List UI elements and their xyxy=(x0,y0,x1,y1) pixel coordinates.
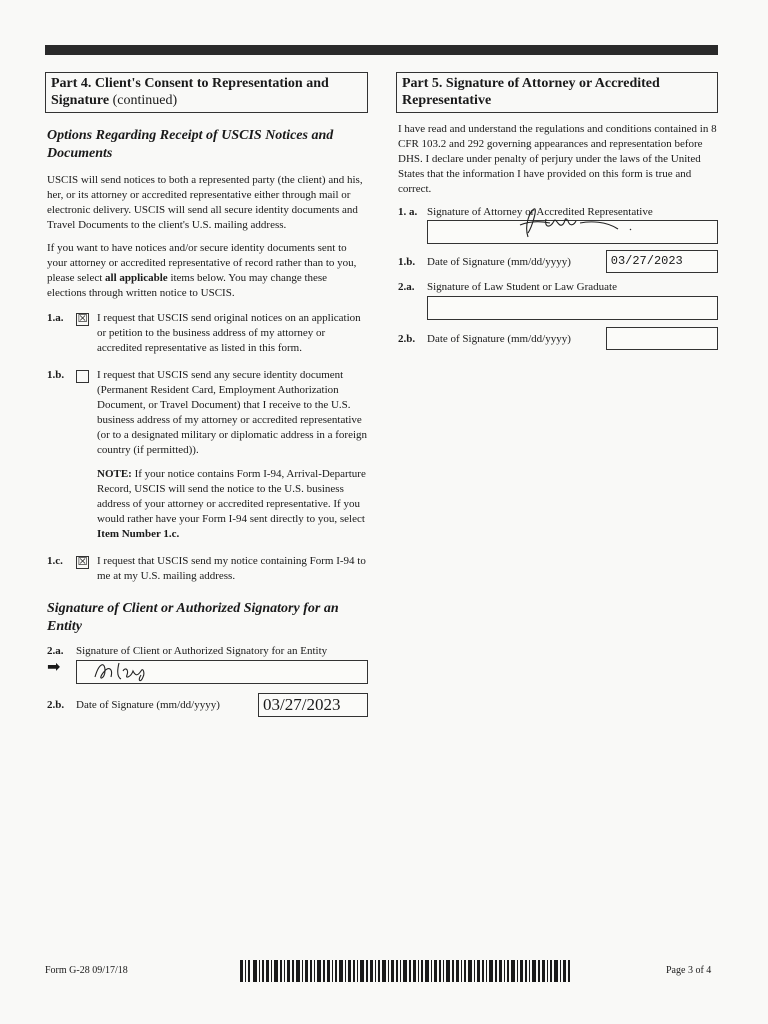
options-paragraph-2-b: items below. You may change these elections through written notice to USCIS. xyxy=(47,272,328,299)
attorney-handwritten-signature xyxy=(510,203,650,241)
item-1a-text: I request that USCIS send original notices on an application or petition to the business address of my attorney or accredited representative as listed in this form. xyxy=(97,312,361,354)
student-date-label: Date of Signature (mm/dd/yyyy) xyxy=(427,332,571,345)
attorney-signature-field-row xyxy=(396,220,718,244)
part5-column xyxy=(396,72,718,350)
student-signature-label: Signature of Law Student or Law Graduate xyxy=(427,281,617,293)
note-text: If your notice contains Form I-94, Arrival-Departure Record, USCIS will send the notice to the U.S. business address of your attorney or accredited representative. If you would rather have your Form I-94 sent directly to you, select xyxy=(97,468,366,525)
item-1b-number: 1.b. xyxy=(47,369,65,381)
attorney-signature-label: Signature of Attorney or Accredited Representative xyxy=(427,206,653,218)
attorney-date-label: Date of Signature (mm/dd/yyyy) xyxy=(427,255,571,268)
student-date-number: 2.b. xyxy=(398,332,416,345)
client-signature-field-row xyxy=(45,657,368,684)
barcode xyxy=(240,960,570,982)
item-1b-checkbox[interactable] xyxy=(76,370,89,383)
attorney-signature-number: 1. a. xyxy=(398,206,418,218)
attorney-date-number: 1.b. xyxy=(398,255,416,268)
item-1a xyxy=(45,311,368,356)
part4-title-box xyxy=(45,72,368,113)
client-date-label: Date of Signature (mm/dd/yyyy) xyxy=(76,699,220,711)
form-id: Form G-28 09/17/18 xyxy=(45,965,128,976)
item-1c-number: 1.c. xyxy=(47,555,63,567)
student-signature-label-row xyxy=(396,280,718,294)
part4-title-continued: (continued) xyxy=(112,93,178,108)
part5-declaration: I have read and understand the regulations and conditions contained in 8 CFR 103.2 and 292 governing appearances and representation before DHS. I declare under penalty of perjury under the laws of the United States that the information I have provided on this form is true and correct. xyxy=(398,123,717,195)
client-signature-heading: Signature of Client or Authorized Signatory for an Entity xyxy=(47,601,339,634)
note-paragraph xyxy=(97,467,368,542)
student-signature-number: 2.a. xyxy=(398,281,415,293)
options-paragraph-1: USCIS will send notices to both a represented party (the client) and his, her, or its attorney or accredited representative either through mail or electronic delivery. USCIS will send all secure identity documents and Travel Documents to the client's U.S. mailing address. xyxy=(47,174,363,231)
top-rule xyxy=(45,45,718,55)
part4-column xyxy=(45,72,368,717)
part5-title-box: Part 5. Signature of Attorney or Accredited Representative xyxy=(396,72,718,113)
note-label: NOTE: xyxy=(97,468,132,480)
note-item-ref: Item Number 1.c. xyxy=(97,528,180,540)
student-signature-field-row xyxy=(396,296,718,320)
client-date-field[interactable]: 03/27/2023 xyxy=(258,693,368,717)
options-paragraph-2-a: If you want to have notices and/or secure identity documents sent to your attorney or accredited representative of record rather than to you, please select xyxy=(47,242,357,284)
item-1c-text: I request that USCIS send my notice containing Form I-94 to me at my U.S. mailing address. xyxy=(97,555,366,582)
client-signature-number: 2.a. xyxy=(47,645,64,657)
item-1a-checkbox[interactable]: ☒ xyxy=(77,312,88,325)
client-signature-label-row xyxy=(45,644,368,658)
options-paragraph-2 xyxy=(47,241,368,301)
arrow-icon: ➡ xyxy=(47,657,61,676)
item-1b-text: I request that USCIS send any secure identity document (Permanent Resident Card, Employment Authorization Document, or Travel Document) that I receive to the U.S. business address of my attorney or accredited representative (or to a designated military or diplomatic address in a foreign country (if permitted)). xyxy=(97,369,368,456)
client-handwritten-signature xyxy=(89,657,209,683)
student-signature-field[interactable] xyxy=(427,296,718,320)
attorney-signature-field[interactable] xyxy=(427,220,718,244)
client-signature-field[interactable] xyxy=(76,660,368,684)
options-paragraph-2-bold: all applicable xyxy=(105,272,168,284)
attorney-date-field[interactable]: 03/27/2023 xyxy=(606,250,718,273)
item-1c-checkbox[interactable]: ☒ xyxy=(77,555,88,568)
options-heading: Options Regarding Receipt of USCIS Notices and Documents xyxy=(47,128,334,161)
attorney-date-row xyxy=(396,250,718,273)
student-date-field[interactable] xyxy=(606,327,718,350)
part4-title: Part 4. Client's Consent to Representation and Signature xyxy=(51,76,329,108)
page-number: Page 3 of 4 xyxy=(666,965,712,976)
student-date-row xyxy=(396,327,718,350)
item-1b xyxy=(45,368,368,458)
client-date-number: 2.b. xyxy=(47,699,65,711)
client-signature-label: Signature of Client or Authorized Signatory for an Entity xyxy=(76,645,328,657)
item-1c xyxy=(45,554,368,584)
item-1a-number: 1.a. xyxy=(47,312,64,324)
client-date-row xyxy=(45,693,368,717)
